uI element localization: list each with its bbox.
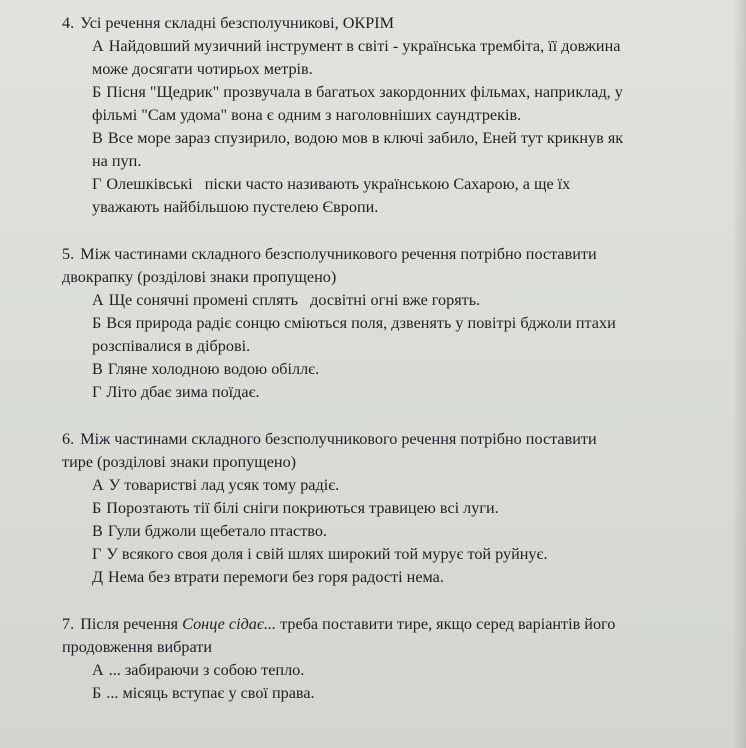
question-6-text xyxy=(62,428,734,451)
option-letter: А xyxy=(92,291,104,309)
option-letter: А xyxy=(92,476,104,494)
question-5-option-a xyxy=(62,289,734,312)
question-7-option-b xyxy=(62,682,734,705)
option-letter: Б xyxy=(92,499,102,517)
question-6-option-b xyxy=(62,497,734,520)
question-4 xyxy=(62,12,734,219)
question-5-option-b-cont xyxy=(62,335,734,358)
question-5 xyxy=(62,243,734,404)
question-4-prompt: Усі речення складні безсполучникові, ОКРІМ xyxy=(80,14,395,32)
option-letter: Б xyxy=(92,83,102,101)
option-text: Все море зараз спузирило, водою мов в ключі забило, Еней тут крикнув як xyxy=(107,129,624,147)
page-edge-shadow xyxy=(732,0,746,748)
option-letter: Б xyxy=(92,684,102,702)
question-5-option-c xyxy=(62,358,734,381)
option-text: Ще сонячні промені сплять досвітні огні вже горять. xyxy=(108,291,481,309)
question-5-option-b xyxy=(62,312,734,335)
option-text: Олешківські піски часто називають українською Сахарою, а ще їх xyxy=(106,175,571,193)
question-7-prompt-line2: продовження вибрати xyxy=(62,638,213,656)
option-letter: Г xyxy=(92,383,102,401)
question-6-option-e xyxy=(62,566,734,589)
option-letter: Б xyxy=(92,314,102,332)
option-text-continuation: уважають найбільшою пустелею Європи. xyxy=(92,198,379,216)
question-5-prompt-line1: Між частинами складного безсполучникового речення потрібно поставити xyxy=(80,245,597,263)
option-text: ... забираючи з собою тепло. xyxy=(108,661,305,679)
question-4-option-d xyxy=(62,173,734,196)
option-text: Вся природа радіє сонцю сміються поля, дзвенять у повітрі бджоли птахи xyxy=(106,314,616,332)
option-text: Гляне холодною водою обіллє. xyxy=(107,360,320,378)
option-text: ... місяць вступає у свої права. xyxy=(106,684,315,702)
question-6-option-a xyxy=(62,474,734,497)
question-7-text xyxy=(62,613,734,636)
question-4-option-b xyxy=(62,81,734,104)
option-letter: А xyxy=(92,661,104,679)
question-6-number: 6. xyxy=(62,430,75,448)
option-text: У товаристві лад усяк тому радіє. xyxy=(108,476,340,494)
question-6-option-d xyxy=(62,543,734,566)
question-7-option-a xyxy=(62,659,734,682)
question-4-option-d-cont xyxy=(62,196,734,219)
question-7 xyxy=(62,613,734,705)
option-text-continuation: фільмі "Сам удома" вона є одним з наголовніших саундтреків. xyxy=(92,106,522,124)
question-4-option-a-cont xyxy=(62,58,734,81)
option-letter: Д xyxy=(92,568,104,586)
question-5-number: 5. xyxy=(62,245,75,263)
question-4-option-b-cont xyxy=(62,104,734,127)
question-4-number: 4. xyxy=(62,14,75,32)
question-6 xyxy=(62,428,734,589)
option-letter: В xyxy=(92,129,103,147)
option-text: У всякого своя доля і свій шлях широкий той мурує той руйнує. xyxy=(106,545,548,563)
option-text: Пісня "Щедрик" прозвучала в багатьох закордонних фільмах, наприклад, у xyxy=(106,83,623,101)
option-letter: А xyxy=(92,37,104,55)
question-6-option-c xyxy=(62,520,734,543)
option-text: Нема без втрати перемоги без горя радості нема. xyxy=(108,568,444,586)
option-letter: Г xyxy=(92,175,102,193)
option-letter: В xyxy=(92,522,103,540)
question-5-prompt-line2: двокрапку (розділові знаки пропущено) xyxy=(62,268,337,286)
question-7-prompt-after: треба поставити тире, якщо серед варіантів його xyxy=(276,615,616,633)
option-text-continuation: може досягати чотирьох метрів. xyxy=(92,60,313,78)
question-4-option-a xyxy=(62,35,734,58)
option-text-continuation: на пуп. xyxy=(92,152,142,170)
question-7-prompt-before: Після речення xyxy=(80,615,183,633)
question-4-option-c-cont xyxy=(62,150,734,173)
question-4-text xyxy=(62,12,734,35)
option-text: Порозтають тії білі сніги покриються травицею всі луги. xyxy=(106,499,499,517)
option-letter: Г xyxy=(92,545,102,563)
option-text-continuation: розспівалися в діброві. xyxy=(92,337,251,355)
question-7-prompt-italic: Сонце сідає... xyxy=(182,615,277,633)
question-5-option-d xyxy=(62,381,734,404)
question-6-prompt-line1: Між частинами складного безсполучникового речення потрібно поставити xyxy=(80,430,597,448)
option-text: Літо дбає зима поїдає. xyxy=(106,383,260,401)
question-5-text xyxy=(62,243,734,266)
option-text: Гули бджоли щебетало птаство. xyxy=(107,522,327,540)
option-letter: В xyxy=(92,360,103,378)
question-6-prompt-line2: тире (розділові знаки пропущено) xyxy=(62,453,297,471)
option-text: Найдовший музичний інструмент в світі - українська трембіта, її довжина xyxy=(108,37,621,55)
question-4-option-c xyxy=(62,127,734,150)
question-7-number: 7. xyxy=(62,615,75,633)
worksheet-content xyxy=(62,12,734,729)
